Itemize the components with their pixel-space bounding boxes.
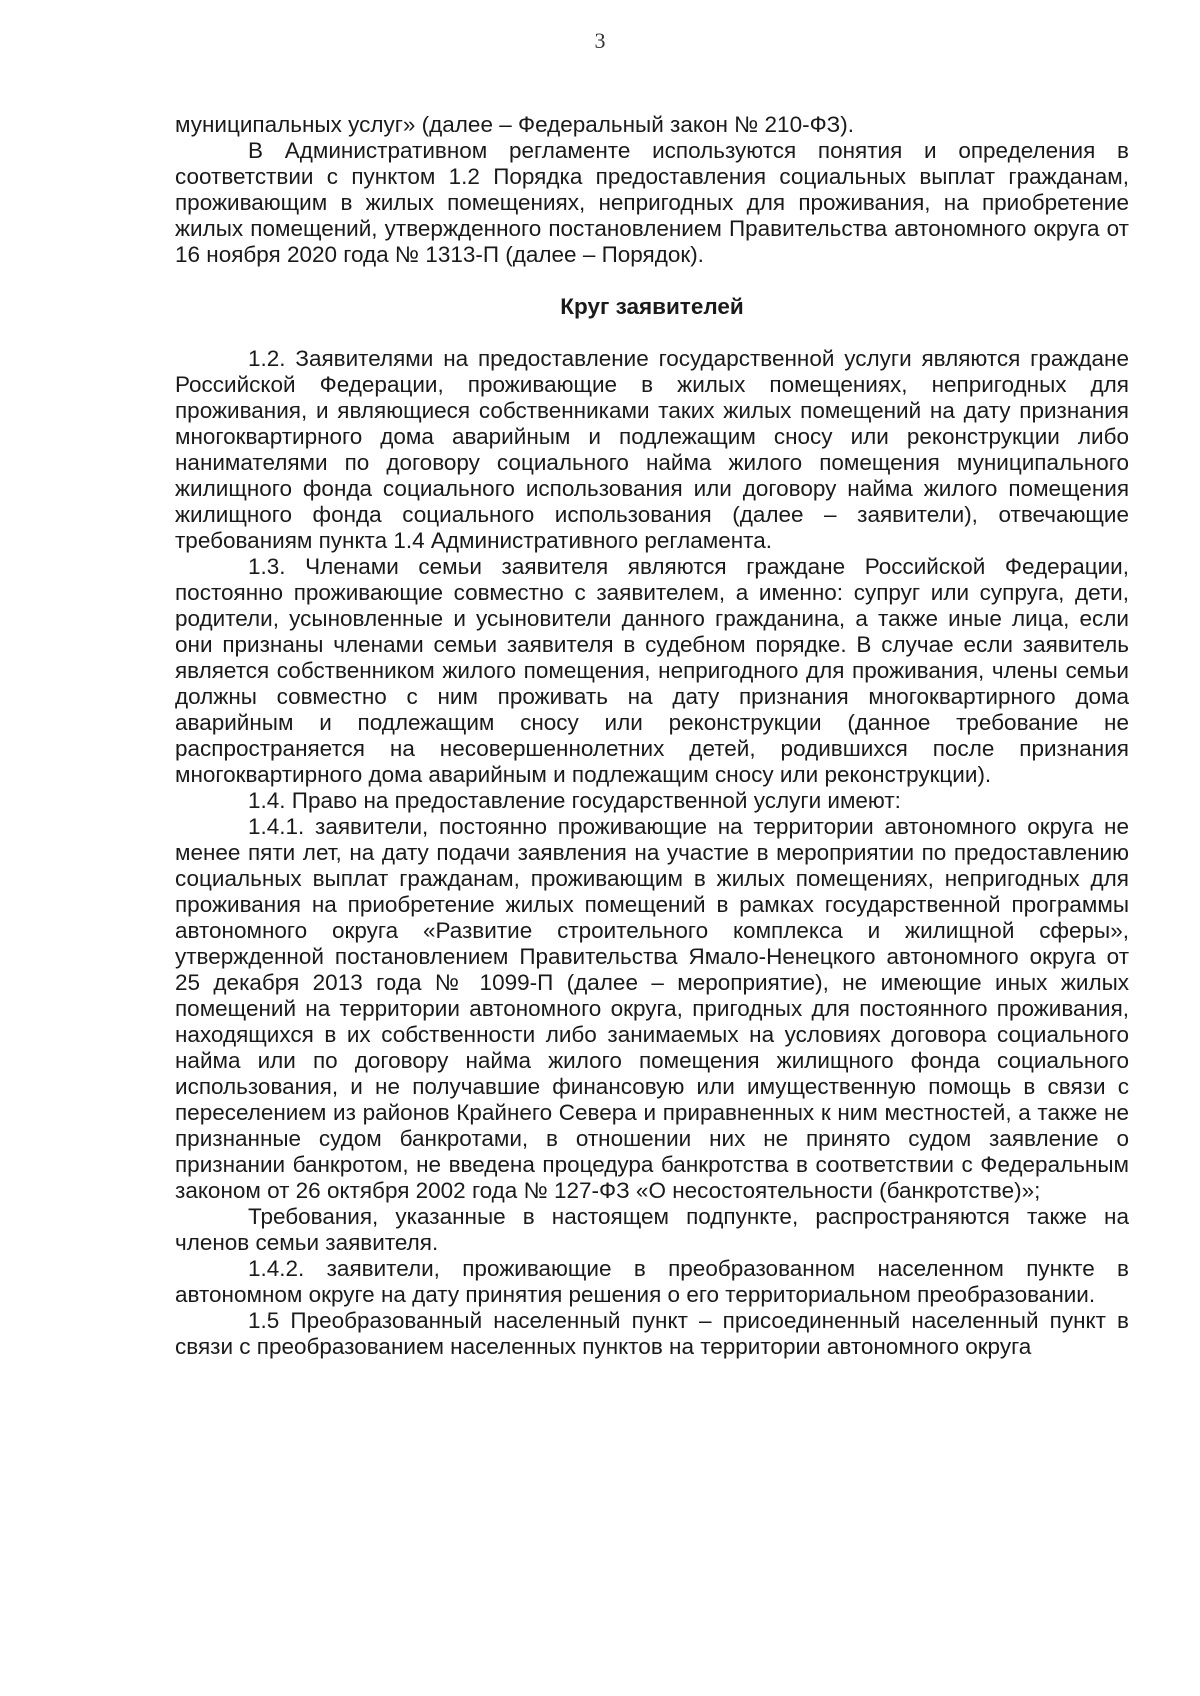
paragraph-1-4-2: 1.4.2. заявители, проживающие в преобразованном населенном пункте в автономном округе на дату принятия решения о его территориальном преобразовании. (175, 1256, 1129, 1307)
page-number: 3 (594, 28, 606, 53)
paragraph-intro-continuation: муниципальных услуг» (далее – Федеральный закон № 210-ФЗ). (175, 112, 855, 137)
document-body (175, 112, 1129, 1360)
paragraph-1-3: 1.3. Членами семьи заявителя являются граждане Российской Федерации, постоянно проживающие совместно с заявителем, а именно: супруг или супруга, дети, родители, усыновленные и усыновители данного гражданина, а также иные лица, если они признаны членами семьи заявителя в судебном порядке. В случае если заявитель является собственником жилого помещения, непригодного для проживания, члены семьи должны совместно с ним проживать на дату признания многоквартирного дома аварийным и подлежащим сносу или реконструкции (данное требование не распространяется на несовершеннолетних детей, родившихся после признания многоквартирного дома аварийным и подлежащим сносу или реконструкции). (175, 554, 1129, 787)
paragraph-requirements: Требования, указанные в настоящем подпункте, распространяются также на членов семьи заявителя. (175, 1204, 1129, 1255)
paragraph-1-4-1: 1.4.1. заявители, постоянно проживающие на территории автономного округа не менее пяти лет, на дату подачи заявления на участие в мероприятии по предоставлению социальных выплат гражданам, проживающим в жилых помещениях, непригодных для проживания на приобретение жилых помещений в рамках государственной программы автономного округа «Развитие строительного комплекса и жилищной сферы», утвержденной постановлением Правительства Ямало-Ненецкого автономного округа от 25 декабря 2013 года № 1099-П (далее – мероприятие), не имеющие иных жилых помещений на территории автономного округа, пригодных для постоянного проживания, находящихся в их собственности либо занимаемых на условиях договора социального найма или по договору найма жилого помещения жилищного фонда социального использования, и не получавшие финансовую или имущественную помощь в связи с переселением из районов Крайнего Севера и приравненных к ним местностей, а также не признанные судом банкротами, в отношении них не принято судом заявление о признании банкротом, не введена процедура банкротства в соответствии с Федеральным законом от 26 октября 2002 года № 127-ФЗ «О несостоятельности (банкротстве)»; (175, 814, 1129, 1203)
paragraph-definitions: В Административном регламенте используются понятия и определения в соответствии с пунктом 1.2 Порядка предоставления социальных выплат гражданам, проживающим в жилых помещениях, непригодных для проживания, на приобретение жилых помещений, утвержденного постановлением Правительства автономного округа от 16 ноября 2020 года № 1313-П (далее – Порядок). (175, 138, 1129, 267)
paragraph-1-2: 1.2. Заявителями на предоставление государственной услуги являются граждане Российской Федерации, проживающие в жилых помещениях, непригодных для проживания, и являющиеся собственниками таких жилых помещений на дату признания многоквартирного дома аварийным и подлежащим сносу или реконструкции либо нанимателями по договору социального найма жилого помещения муниципального жилищного фонда социального использования или договору найма жилого помещения жилищного фонда социального использования (далее – заявители), отвечающие требованиям пункта 1.4 Административного регламента. (175, 346, 1129, 553)
paragraph-1-5: 1.5 Преобразованный населенный пункт – присоединенный населенный пункт в связи с преобразованием населенных пунктов на территории автономного округа (175, 1308, 1129, 1359)
section-heading: Круг заявителей (560, 294, 744, 319)
paragraph-1-4: 1.4. Право на предоставление государственной услуги имеют: (248, 788, 901, 813)
